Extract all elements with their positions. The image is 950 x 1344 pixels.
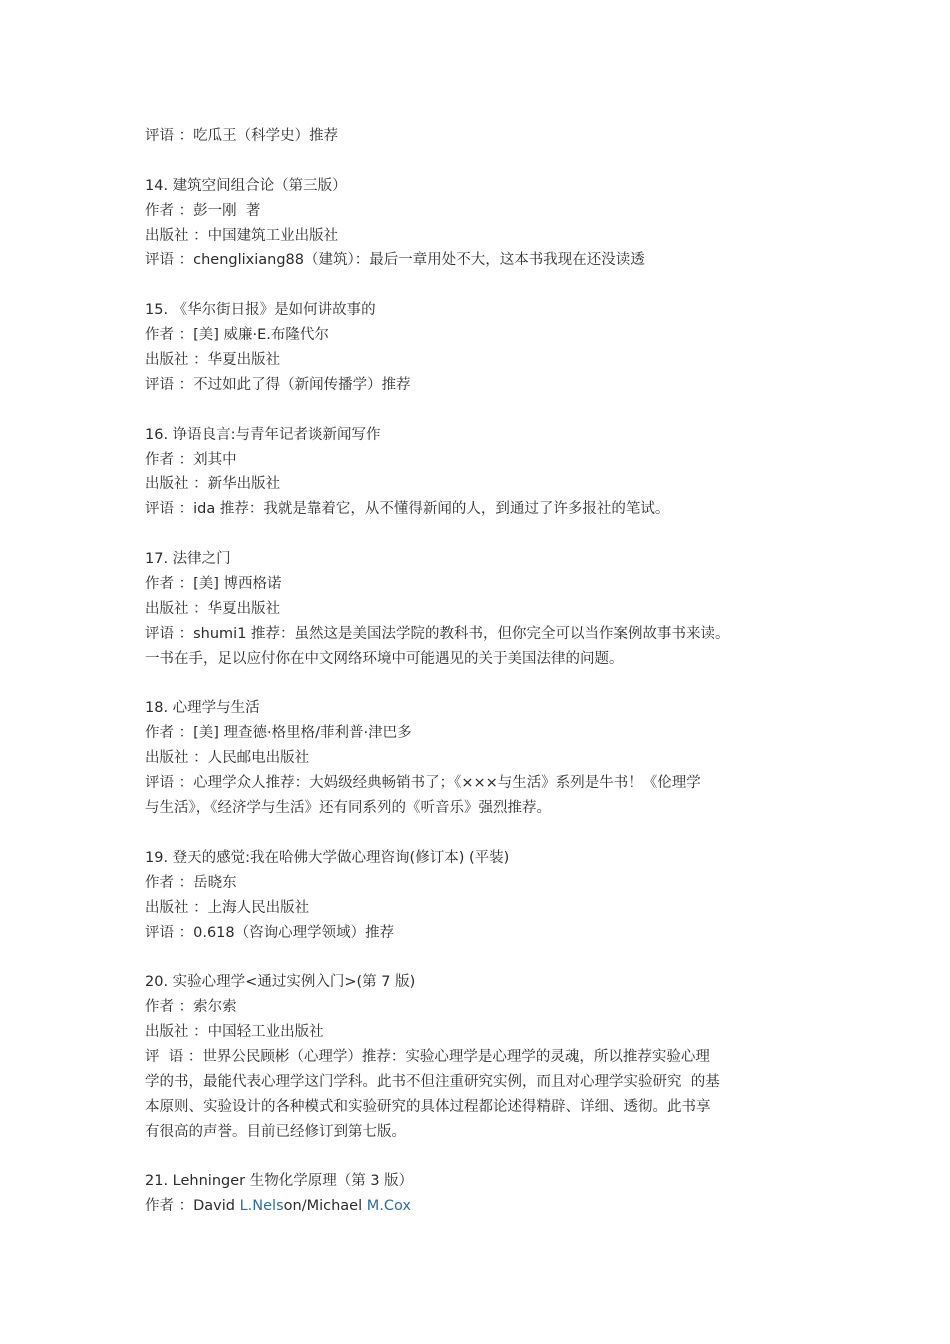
book-author: 作者 ：彭一刚 著	[145, 202, 261, 219]
book-publisher: 出版社 ：人民邮电出版社	[145, 750, 310, 767]
spacer	[145, 522, 815, 547]
book-title: 17. 法律之门	[145, 551, 231, 568]
book-author: 作者 ：[美] 理查德·格里格/菲利普·津巴多	[145, 725, 412, 742]
book-review: 评语 ：心理学众人推荐：大妈级经典畅销书了；《×××与生活》系列是牛书！《伦理学	[145, 775, 701, 792]
spacer	[145, 149, 815, 174]
book-entry-14	[145, 174, 815, 274]
book-review-continued: 与生活》，《经济学与生活》还有同系列的《听音乐》强烈推荐。	[145, 800, 551, 817]
spacer	[145, 1145, 815, 1170]
book-title: 19. 登天的感觉:我在哈佛大学做心理咨询(修订本) (平装)	[145, 849, 510, 866]
book-review-continued: 一书在手，足以应付你在中文网络环境中可能遇见的关于美国法律的问题。	[145, 650, 624, 667]
book-review: 评语 ：0.618（咨询心理学领域）推荐	[145, 924, 395, 941]
book-entry-21	[145, 1169, 815, 1219]
book-review-continued: 本原则、实验设计的各种模式和实验研究的具体过程都论述得精辟、详细、透彻。此书享	[145, 1098, 711, 1115]
book-review: 评语 ：不过如此了得（新闻传播学）推荐	[145, 376, 411, 393]
author-prefix: 作者 ：David	[145, 1198, 240, 1215]
book-entry-18	[145, 696, 815, 820]
book-publisher: 出版社 ：中国建筑工业出版社	[145, 227, 339, 244]
spacer	[145, 398, 815, 423]
book-entry-20	[145, 970, 815, 1144]
book-entry-16	[145, 423, 815, 523]
intro-review: 评语 ：吃瓜王（科学史）推荐	[145, 128, 339, 144]
book-author: 作者 ：索尔索	[145, 999, 237, 1016]
book-title: 21. Lehninger 生物化学原理（第 3 版）	[145, 1173, 414, 1190]
spacer	[145, 945, 815, 970]
book-title: 18. 心理学与生活	[145, 700, 260, 717]
book-entry-19	[145, 846, 815, 946]
spacer	[145, 821, 815, 846]
book-review-continued: 学的书，最能代表心理学这门学科。此书不但注重研究实例，而且对心理学实验研究 的基	[145, 1073, 720, 1090]
book-entry-17	[145, 547, 815, 671]
book-publisher: 出版社 ：新华出版社	[145, 476, 281, 493]
book-review: 评语 ：shumi1 推荐：虽然这是美国法学院的教科书，但你完全可以当作案例故事书来读。	[145, 625, 730, 642]
book-author: 作者 ：[美] 威廉·E.布隆代尔	[145, 327, 329, 344]
book-publisher: 出版社 ：中国轻工业出版社	[145, 1024, 324, 1041]
author-link-nelson[interactable]: L.Nels	[239, 1198, 284, 1215]
author-link-cox[interactable]: M.Cox	[366, 1198, 411, 1215]
book-review: 评语 ：ida 推荐：我就是靠着它，从不懂得新闻的人，到通过了许多报社的笔试。	[145, 501, 670, 518]
book-title: 14. 建筑空间组合论（第三版）	[145, 177, 347, 194]
book-entry-15	[145, 298, 815, 398]
book-title: 16. 诤语良言:与青年记者谈新闻写作	[145, 426, 381, 443]
document-page	[145, 124, 815, 1219]
book-publisher: 出版社 ：上海人民出版社	[145, 899, 310, 916]
book-title: 20. 实验心理学<通过实例入门>(第 7 版)	[145, 974, 416, 991]
book-review: 评 语 ：世界公民顾彬（心理学）推荐：实验心理学是心理学的灵魂，所以推荐实验心理	[145, 1048, 710, 1065]
book-publisher: 出版社 ：华夏出版社	[145, 352, 281, 369]
book-publisher: 出版社 ：华夏出版社	[145, 600, 281, 617]
author-middle: on/Michael	[283, 1198, 367, 1215]
book-author: 作者 ：刘其中	[145, 451, 237, 468]
book-author: 作者 ：[美] 博西格诺	[145, 576, 282, 593]
book-review-continued: 有很高的声誉。目前已经修订到第七版。	[145, 1123, 406, 1140]
spacer	[145, 273, 815, 298]
book-author: 作者 ：岳晓东	[145, 874, 237, 891]
book-review: 评语 ：chenglixiang88（建筑）：最后一章用处不大，这本书我现在还没读透	[145, 252, 645, 269]
spacer	[145, 672, 815, 697]
book-title: 15. 《华尔街日报》是如何讲故事的	[145, 302, 376, 319]
book-author	[145, 1194, 815, 1219]
